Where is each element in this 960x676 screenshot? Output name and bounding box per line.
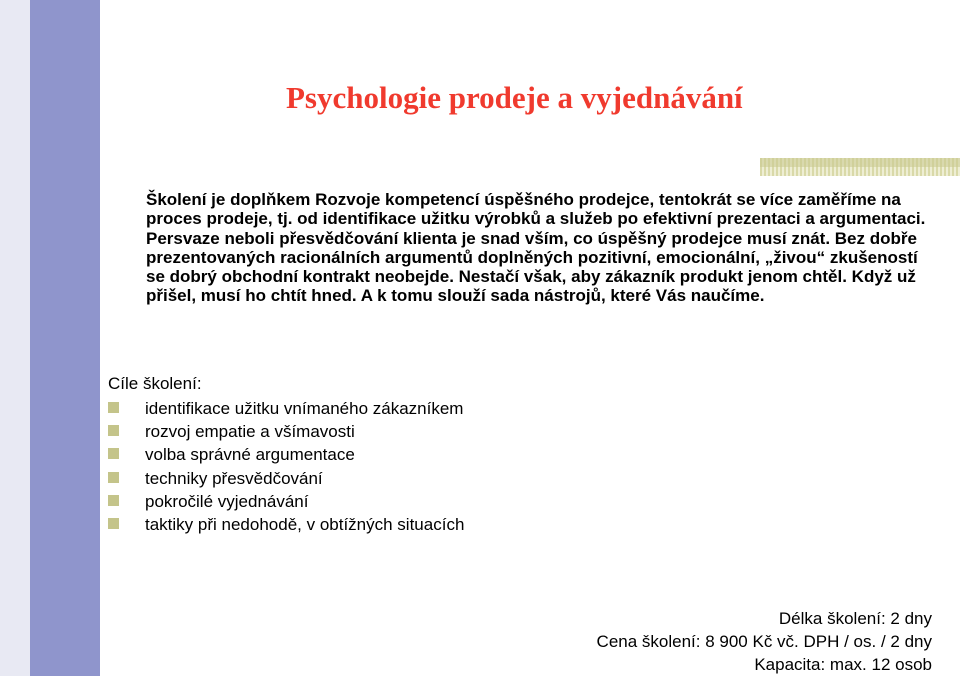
list-item xyxy=(108,397,464,420)
square-bullet-icon xyxy=(108,425,119,436)
goal-text: taktiky při nedohodě, v obtížných situacích xyxy=(145,514,465,534)
list-item xyxy=(108,513,464,536)
square-bullet-icon xyxy=(108,518,119,529)
square-bullet-icon xyxy=(108,472,119,483)
square-bullet-icon xyxy=(108,402,119,413)
goals-list xyxy=(108,397,464,536)
goal-text: pokročilé vyjednávání xyxy=(145,491,309,511)
square-bullet-icon xyxy=(108,448,119,459)
course-duration: Délka školení: 2 dny xyxy=(778,609,932,628)
list-item xyxy=(108,467,464,490)
list-item xyxy=(108,490,464,513)
list-item xyxy=(108,443,464,466)
list-item xyxy=(108,420,464,443)
goals-heading: Cíle školení: xyxy=(108,374,202,393)
intro-paragraph: Školení je doplňkem Rozvoje kompetencí úspěšného prodejce, tentokrát se více zaměříme na proces prodeje, tj. od identifikace užitku výrobků a služeb po efektivní prezentaci a argumentaci. Persvaze neboli přesvědčování klienta je snad vším, co úspěšný prodejce musí znát. Bez dobře prezentovaných racionálních argumentů doplněných pozitivní, emocionální, „živou“ zkušeností se dobrý obchodní kontrakt neobejde. Nestačí však, aby zákazník produkt jenom chtěl. Když už přišel, musí ho chtít hned. A k tomu slouží sada nástrojů, které Vás naučíme. xyxy=(146,190,926,306)
left-decor-bar xyxy=(0,0,100,676)
decor-stripes xyxy=(760,158,960,176)
course-price: Cena školení: 8 900 Kč vč. DPH / os. / 2 dny xyxy=(596,632,932,651)
goal-text: rozvoj empatie a všímavosti xyxy=(145,422,355,442)
goal-text: identifikace užitku vnímaného zákazníkem xyxy=(145,399,464,418)
course-capacity: Kapacita: max. 12 osob xyxy=(754,655,932,674)
goal-text: techniky přesvědčování xyxy=(145,468,323,488)
goal-text: volba správné argumentace xyxy=(145,445,355,465)
left-decor-bar-inner xyxy=(30,0,100,676)
course-info xyxy=(597,607,932,676)
slide-title: Psychologie prodeje a vyjednávání xyxy=(286,80,743,115)
square-bullet-icon xyxy=(108,495,119,506)
